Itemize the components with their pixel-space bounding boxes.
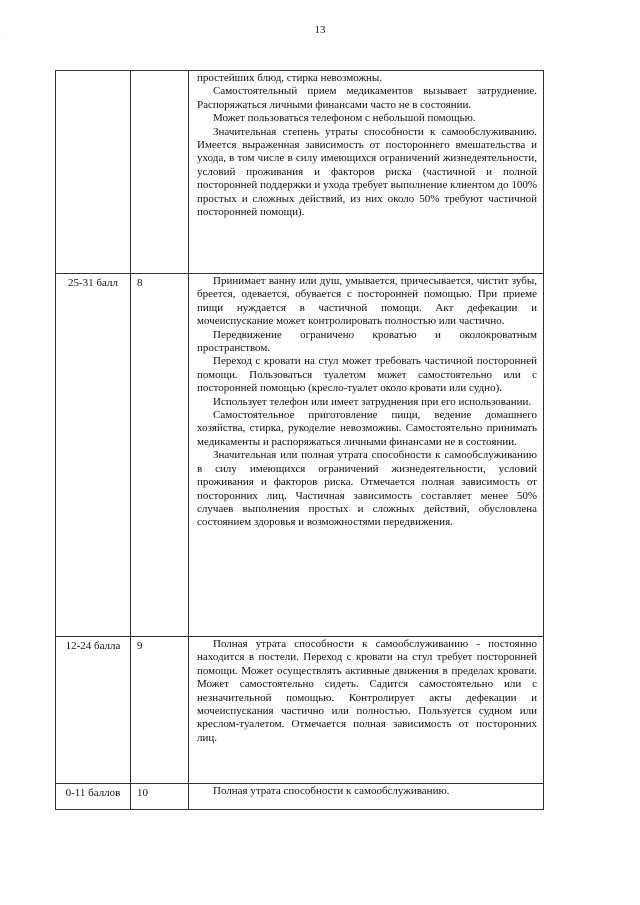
description-paragraph: Полная утрата способности к самообслуживанию. [213, 785, 450, 797]
level-cell: 10 [131, 784, 189, 810]
description-cell [189, 71, 544, 274]
level-cell [131, 71, 189, 274]
description-paragraph: Значительная степень утраты способности к самообслуживанию. Имеется выраженная зависимость от постороннего вмешательства и ухода, в том числе в силу имеющихся ограничений жизнедеятельности, условий проживания и факторов риска (частичной и полной посторонней поддержки и ухода требует выполнение клиентом до 100% простых и сложных действий, из них около 50% требуют частичной посторонней помощи). [197, 125, 537, 219]
description-paragraph: Полная утрата способности к самообслуживанию - постоянно находится в постели. Переход с кровати на стул требует посторонней помощи. Может осуществлять активные движения в пределах кровати. Может самостоятельно сидеть. Садится самостоятельно или с незначительной помощью. Контролирует акты дефекации и мочеиспускания частично или полностью. Пользуется судном или креслом-туалетом. Отмечается полная зависимость от посторонних лиц. [197, 638, 537, 744]
description-paragraph: Передвижение ограничено кроватью и околокроватным пространством. [197, 328, 537, 355]
margin-mark: · [5, 37, 7, 42]
level-cell: 8 [131, 274, 189, 637]
description-paragraph: Принимает ванну или душ, умывается, причесывается, чистит зубы, бреется, одевается, обувается с посторонней помощью. При приеме пищи нуждается в частичной помощи. Акт дефекации и мочеиспускание может контролировать полностью или частично. [197, 275, 537, 328]
description-paragraph: Переход с кровати на стул может требовать частичной посторонней помощи. Пользоваться туалетом может самостоятельно или с посторонней помощью (кресло-туалет около кровати или судно). [197, 355, 537, 395]
description-paragraph: Использует телефон или имеет затруднения при его использовании. [213, 395, 532, 408]
description-cell [189, 274, 544, 637]
score-cell: 0-11 баллов [56, 784, 131, 810]
description-paragraph: Самостоятельный прием медикаментов вызывает затруднение. Распоряжаться личными финансами часто не в состоянии. [197, 85, 537, 111]
table-row [56, 71, 544, 274]
description-paragraph: Может пользоваться телефоном с небольшой помощью. [213, 112, 476, 125]
level-cell: 9 [131, 637, 189, 784]
score-cell [56, 71, 131, 274]
description-paragraph: простейших блюд, стирка невозможны. [197, 72, 383, 84]
score-cell: 25-31 балл [56, 274, 131, 637]
assessment-table [55, 70, 544, 810]
table-row [56, 637, 544, 784]
description-paragraph: Самостоятельное приготовление пищи, ведение домашнего хозяйства, стирка, рукоделие невозможны. Самостоятельно принимать медикаменты и распоряжаться личными финансами не в состоянии. [197, 409, 537, 448]
score-cell: 12-24 балла [56, 637, 131, 784]
table-row [56, 274, 544, 637]
table-row [56, 784, 544, 810]
description-cell [189, 637, 544, 784]
page-number: 13 [314, 24, 326, 36]
description-paragraph: Значительная или полная утрата способности к самообслуживанию в силу имеющихся ограничений жизнедеятельности, условий проживания и факторов риска. Отмечается полная зависимость от посторонних лиц. Частичная зависимость составляет менее 50% случаев выполнения простых и сложных действий, обусловлена состоянием здоровья и возможностями передвижения. [197, 449, 537, 529]
description-cell [189, 784, 544, 810]
